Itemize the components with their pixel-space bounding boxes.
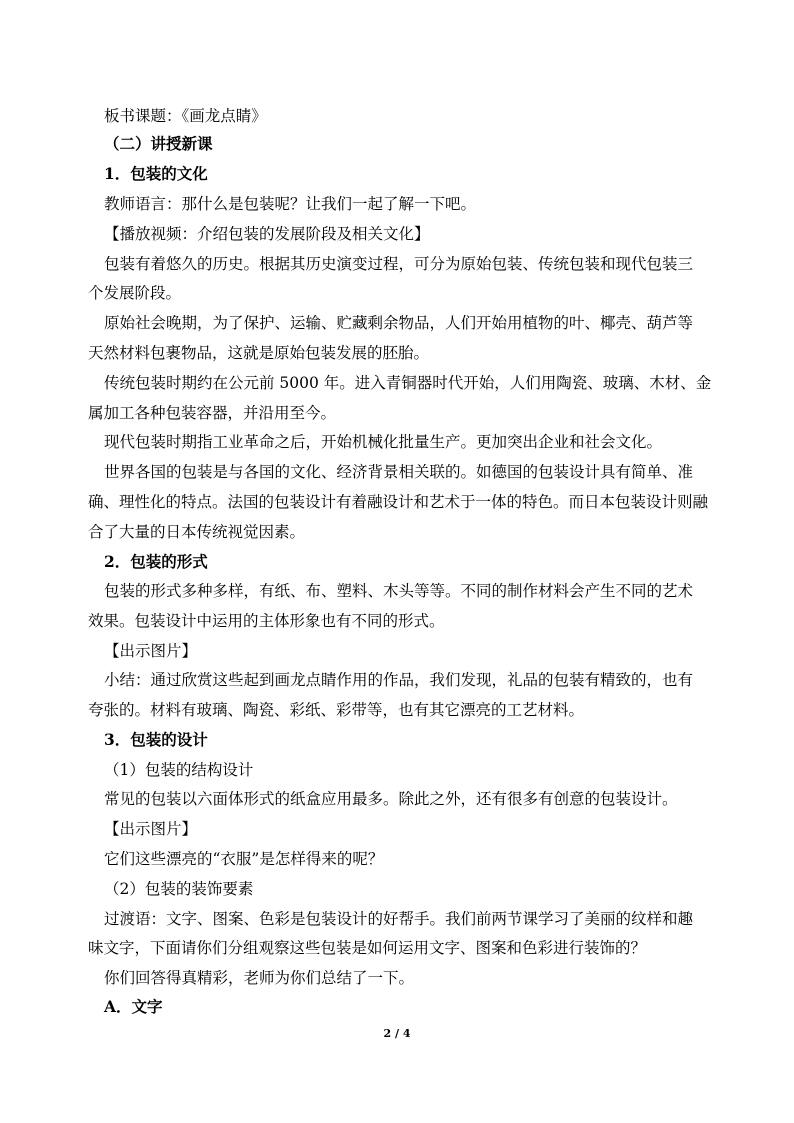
paragraph-line: （2）包装的装饰要素	[104, 880, 254, 898]
paragraph-line: 包装有着悠久的历史。根据其历史演变过程，可分为原始包装、传统包装和现代包装三	[104, 255, 694, 273]
paragraph-line: 教师语言：那什么是包装呢？让我们一起了解一下吧。	[104, 195, 477, 213]
paragraph-line: 【出示图片】	[104, 820, 198, 838]
subsection-heading: 3．包装的设计	[104, 730, 208, 749]
paragraph-line: 个发展阶段。	[88, 284, 182, 302]
paragraph-line: 味文字，下面请你们分组观察这些包装是如何运用文字、图案和色彩进行装饰的？	[88, 939, 647, 957]
board-title: 板书课题：《画龙点睛》	[104, 107, 267, 125]
paragraph-line: 天然材料包裹物品，这就是原始包装发展的胚胎。	[88, 344, 430, 362]
paragraph-line: 它们这些漂亮的“衣服”是怎样得来的呢？	[104, 850, 384, 868]
subsection-heading: 2．包装的形式	[104, 552, 208, 571]
paragraph-line: 常见的包装以六面体形式的纸盒应用最多。除此之外，还有很多有创意的包装设计。	[104, 790, 678, 808]
section-heading: （二）讲授新课	[104, 134, 213, 153]
paragraph-line: 你们回答得真精彩，老师为你们总结了一下。	[104, 969, 415, 987]
subsection-heading: 1．包装的文化	[104, 164, 208, 183]
page-number: 2 / 4	[383, 1027, 411, 1040]
paragraph-line: 合了大量的日本传统视觉因素。	[88, 523, 306, 541]
subsection-heading: A．文字	[104, 997, 163, 1016]
paragraph-line: 确、理性化的特点。法国的包装设计有着融设计和艺术于一体的特色。而日本包装设计则融	[88, 493, 709, 511]
paragraph-line: 传统包装时期约在公元前 5000 年。进入青铜器时代开始，人们用陶瓷、玻璃、木材、金	[104, 374, 712, 392]
paragraph-line: 【播放视频：介绍包装的发展阶段及相关文化】	[104, 225, 430, 243]
paragraph-line: 属加工各种包装容器，并沿用至今。	[88, 404, 337, 422]
paragraph-line: 小结：通过欣赏这些起到画龙点睛作用的作品，我们发现，礼品的包装有精致的，也有	[104, 671, 694, 689]
paragraph-line: 现代包装时期指工业革命之后，开始机械化批量生产。更加突出企业和社会文化。	[104, 433, 663, 451]
paragraph-line: 原始社会晚期，为了保护、运输、贮藏剩余物品，人们开始用植物的叶、椰壳、葫芦等	[104, 314, 694, 332]
paragraph-line: 【出示图片】	[104, 642, 198, 660]
paragraph-line: 过渡语：文字、图案、色彩是包装设计的好帮手。我们前两节课学习了美丽的纹样和趣	[104, 910, 694, 928]
paragraph-line: 夸张的。材料有玻璃、陶瓷、彩纸、彩带等，也有其它漂亮的工艺材料。	[88, 701, 585, 719]
paragraph-line: 包装的形式多种多样，有纸、布、塑料、木头等等。不同的制作材料会产生不同的艺术	[104, 582, 694, 600]
paragraph-line: 效果。包装设计中运用的主体形象也有不同的形式。	[88, 612, 445, 630]
paragraph-line: （1）包装的结构设计	[104, 761, 254, 779]
paragraph-line: 世界各国的包装是与各国的文化、经济背景相关联的。如德国的包装设计具有简单、准	[104, 463, 694, 481]
